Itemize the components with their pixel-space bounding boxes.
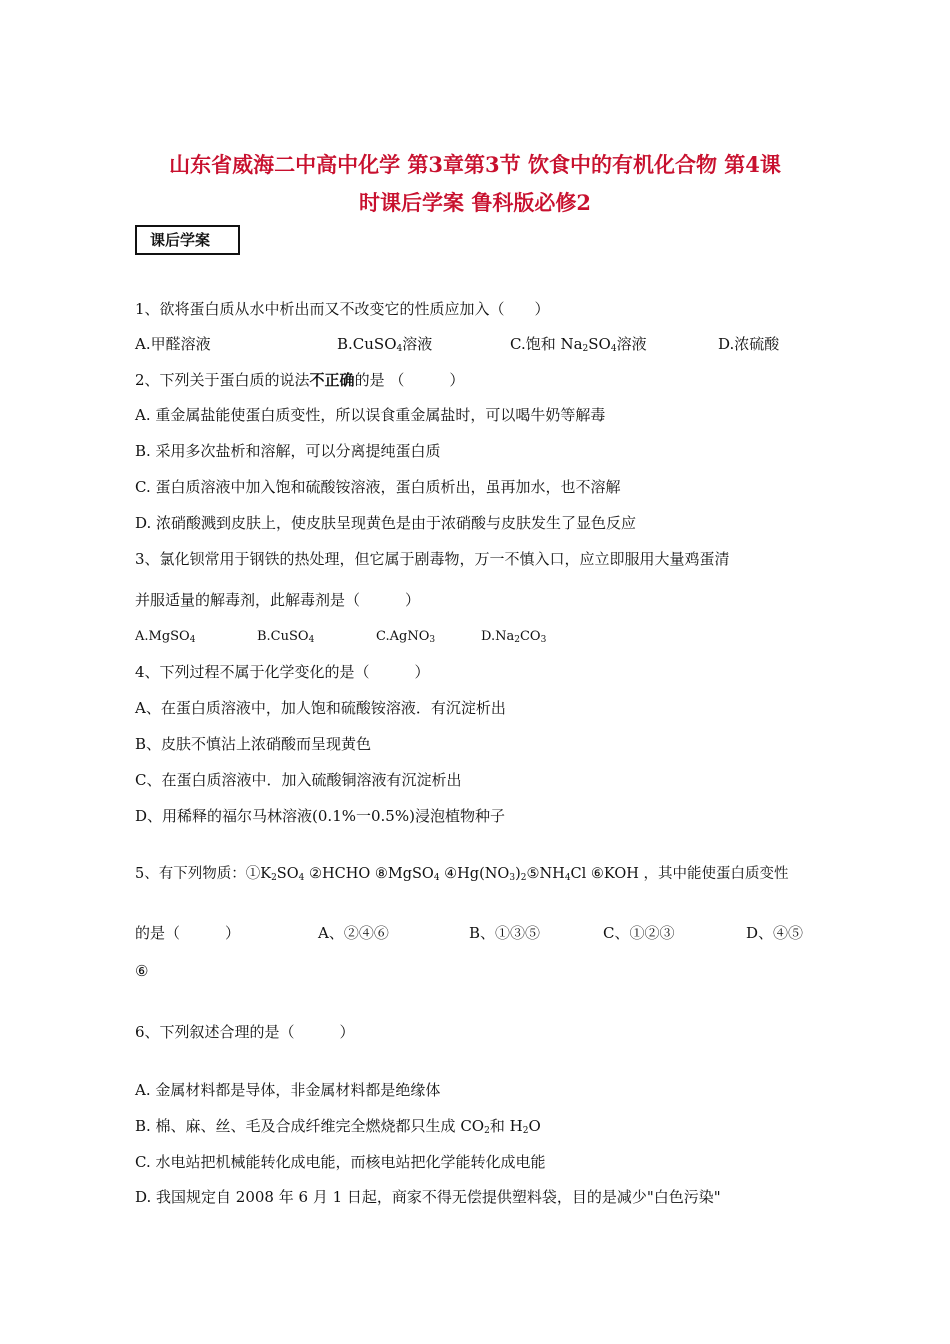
q1-option-b: B.CuSO$_4$溶液 xyxy=(337,335,433,354)
q3-option-a: A.MgSO$_4$ xyxy=(135,629,196,645)
section-label-box: 课后学案 xyxy=(135,225,240,255)
q1-option-d: D.浓硫酸 xyxy=(718,335,780,353)
q2-option-b: B. 采用多次盐析和溶解，可以分离提纯蛋白质 xyxy=(135,442,441,460)
q4-option-a: A、在蛋白质溶液中，加人饱和硫酸铵溶液．有沉淀析出 xyxy=(135,699,506,717)
q4-option-b: B、皮肤不慎沾上浓硝酸而呈现黄色 xyxy=(135,735,372,753)
document-title-line-1: 山东省威海二中高中化学 第3章第3节 饮食中的有机化合物 第4课 xyxy=(169,152,781,177)
q3-option-c: C.AgNO$_3$ xyxy=(376,629,436,645)
q5-option-b: B、①③⑤ xyxy=(469,924,541,942)
q4-stem: 4、下列过程不属于化学变化的是（ ） xyxy=(135,663,430,681)
q5-option-d: D、④⑤ xyxy=(746,924,804,942)
q5-stem-line-2: 的是（ ） xyxy=(135,924,241,942)
q5-stem: 5、有下列物质：$①K_2SO_4$ ②HCHO ⑧MgSO$_4$ $④Hg(NO_3)_2⑤NH_4Cl$ ⑥KOH ，其中能使蛋白质变性 xyxy=(135,866,789,883)
q5-option-a: A、②④⑥ xyxy=(318,924,389,942)
q2-option-a: A. 重金属盐能使蛋白质变性，所以误食重金属盐时，可以喝牛奶等解毒 xyxy=(135,406,606,424)
q2-option-d: D. 浓硝酸溅到皮肤上，使皮肤呈现黄色是由于浓硝酸与皮肤发生了显色反应 xyxy=(135,514,637,532)
q4-option-c: C、在蛋白质溶液中．加入硫酸铜溶液有沉淀析出 xyxy=(135,771,462,789)
q1-option-c: C.饱和 $Na_2SO_4$溶液 xyxy=(510,335,647,354)
q2-stem: 2、下列关于蛋白质的说法不正确的是 （ ） xyxy=(135,371,465,389)
q3-option-d: $D.Na_2CO_3$ xyxy=(481,629,547,645)
q2-option-c: C. 蛋白质溶液中加入饱和硫酸铵溶液，蛋白质析出，虽再加水，也不溶解 xyxy=(135,478,621,496)
q5-option-d-wrap: ⑥ xyxy=(135,962,149,980)
q3-stem-line-2: 并服适量的解毒剂，此解毒剂是（ ） xyxy=(135,591,421,609)
q6-option-b: B. 棉、麻、丝、毛及合成纤维完全燃烧都只生成 $CO_2$和 $H_2O$ xyxy=(135,1117,541,1136)
q3-option-b: B.CuSO$_4$ xyxy=(257,629,315,645)
q3-stem-line-1: 3、氯化钡常用于钢铁的热处理，但它属于剧毒物，万一不慎入口，应立即服用大量鸡蛋清 xyxy=(135,550,730,568)
q6-stem: 6、下列叙述合理的是（ ） xyxy=(135,1023,355,1041)
q1-stem: 1、欲将蛋白质从水中析出而又不改变它的性质应加入（ ） xyxy=(135,300,550,318)
document-title-line-2: 时课后学案 鲁科版必修2 xyxy=(359,190,591,215)
q4-option-d: D、用稀释的福尔马林溶液(0.1%一0.5%)浸泡植物种子 xyxy=(135,807,505,825)
q6-option-d: D. 我国规定自 2008 年 6 月 1 日起，商家不得无偿提供塑料袋，目的是减少"白色污染" xyxy=(135,1188,721,1206)
q1-option-a: A.甲醛溶液 xyxy=(135,335,211,353)
q5-option-c: C、①②③ xyxy=(603,924,675,942)
q6-option-a: A. 金属材料都是导体，非金属材料都是绝缘体 xyxy=(135,1081,441,1099)
q6-option-c: C. 水电站把机械能转化成电能，而核电站把化学能转化成电能 xyxy=(135,1153,546,1171)
